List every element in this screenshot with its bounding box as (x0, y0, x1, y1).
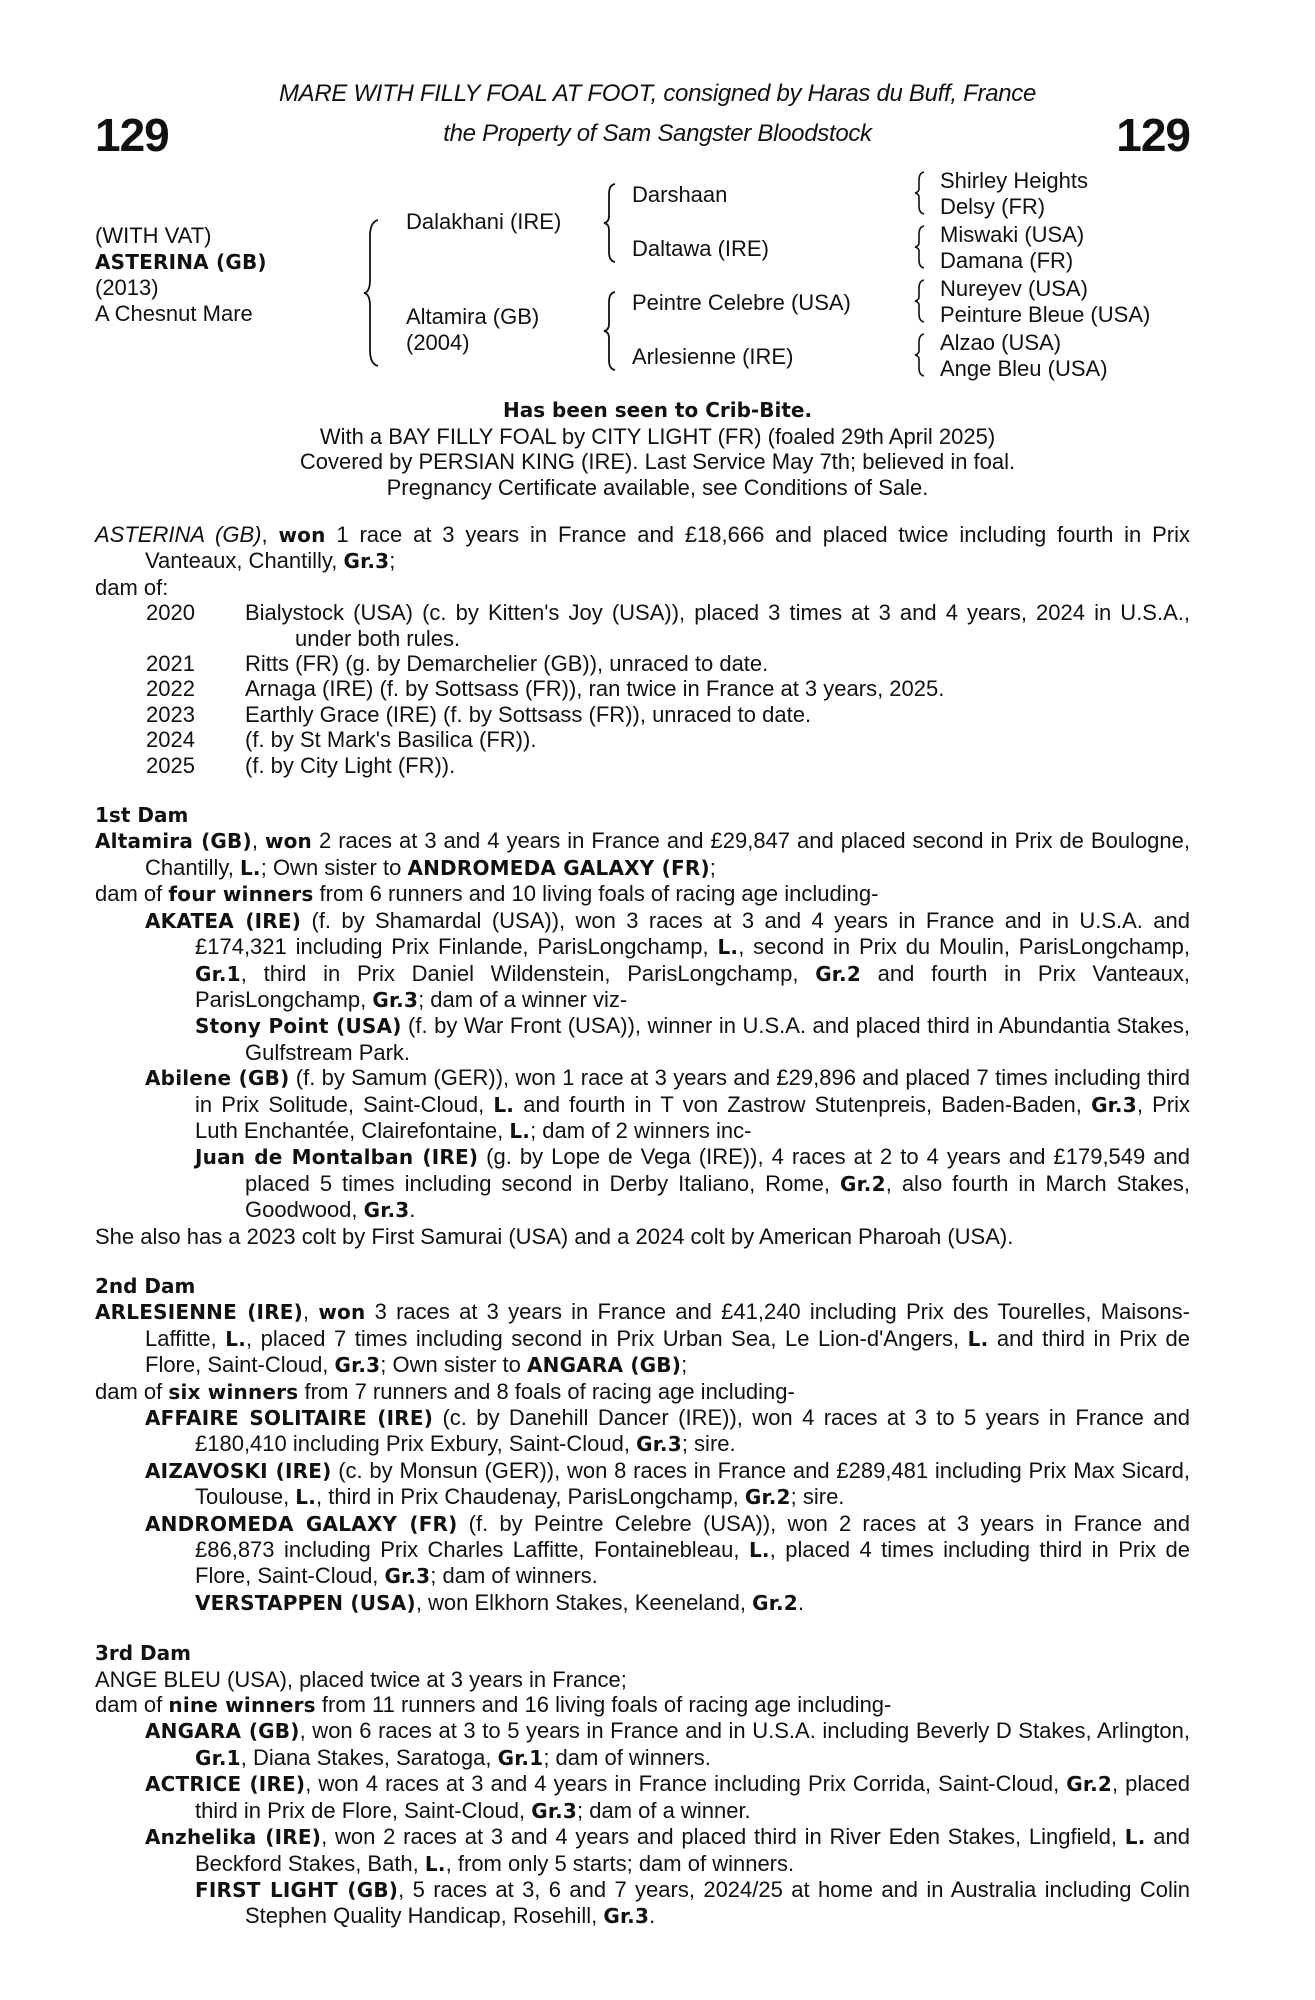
produce-year: 2020 (146, 600, 195, 626)
pedigree-g3-8: Ange Bleu (USA) (940, 356, 1108, 381)
produce-entry-verstappen: VERSTAPPEN (USA), won Elkhorn Stakes, Keeneland, Gr.2. (195, 1589, 805, 1615)
section-title-2nd-dam: 2nd Dam (95, 1273, 196, 1298)
lot-number-left: 129 (95, 109, 169, 161)
dam1-record: Altamira (GB), won 2 races at 3 and 4 years in France and £29,847 and placed second in Prix de Boulogne, Chantilly, L.; Own sister to ANDROMEDA GALAXY (FR); (95, 828, 1190, 880)
foal-note: With a BAY FILLY FOAL by CITY LIGHT (FR) (foaled 29th April 2025) (319, 423, 996, 449)
produce-text: Earthly Grace (IRE) (f. by Sottsass (FR)), unraced to date. (245, 701, 812, 727)
pedigree-dam-sire: Peintre Celebre (USA) (632, 290, 851, 315)
produce-year: 2025 (146, 752, 195, 778)
section-title-3rd-dam: 3rd Dam (95, 1641, 191, 1666)
pedigree-g3-4: Damana (FR) (940, 248, 1074, 273)
produce-text: Bialystock (USA) (c. by Kitten's Joy (USA)), placed 3 times at 3 and 4 years, 2024 in U.S.A., under both rules. (245, 600, 1190, 651)
pedigree-g3-6: Peinture Bleue (USA) (940, 302, 1151, 327)
pedigree-sire: Dalakhani (IRE) (406, 209, 562, 234)
horse-name: ASTERINA (GB) (95, 250, 267, 274)
produce-entry-anzhelika: Anzhelika (IRE), won 2 races at 3 and 4 years and placed third in River Eden Stakes, Lingfield, L. and Beckford Stakes, Bath, L., from only 5 starts; dam of winners. (145, 1824, 1191, 1876)
dam3-produce-summary: dam of nine winners from 11 runners and 16 living foals of racing age including- (95, 1692, 892, 1718)
pedigree-g3-2: Delsy (FR) (940, 194, 1046, 219)
brace-g3-2-icon (913, 224, 927, 270)
produce-year: 2023 (146, 701, 195, 727)
dam3-record: ANGE BLEU (USA), placed twice at 3 years in France; (95, 1666, 627, 1692)
produce-text: (f. by St Mark's Basilica (FR)). (245, 727, 537, 753)
pedigree-g3-7: Alzao (USA) (940, 330, 1062, 355)
pedigree-g3-3: Miswaki (USA) (940, 222, 1085, 247)
pedigree-sire-sire: Darshaan (632, 182, 728, 207)
produce-row (95, 676, 1190, 701)
produce-year: 2024 (146, 727, 195, 753)
produce-entry-affaire-solitaire: AFFAIRE SOLITAIRE (IRE) (c. by Danehill Dancer (IRE)), won 4 races at 3 to 5 years in France and £180,410 including Prix Exbury, Saint-Cloud, Gr.3; sire. (145, 1405, 1190, 1457)
pedigree-g3-1: Shirley Heights (940, 168, 1088, 193)
pedigree-g3-5: Nureyev (USA) (940, 276, 1088, 301)
produce-year: 2022 (146, 676, 195, 702)
dam-of-label: dam of: (95, 574, 169, 600)
mare-record (95, 522, 1190, 1930)
produce-entry-aizavoski: AIZAVOSKI (IRE) (c. by Monsun (GER)), won 8 races in France and £289,481 including Prix Max Sicard, Toulouse, L., third in Prix Chaudenay, ParisLongchamp, Gr.2; sire. (145, 1457, 1190, 1510)
sale-notes (0, 398, 1315, 500)
pedigree-dam-year: (2004) (406, 330, 470, 355)
produce-entry-abilene: Abilene (GB) (f. by Samum (GER)), won 1 race at 3 years and £29,896 and placed 7 times including third in Prix Solitude, Saint-Cloud, L. and fourth in T von Zastrow Stutenpreis, Baden-Baden, Gr.3, Prix Luth Enchantée, Clairefontaine, L.; dam of 2 winners inc- (145, 1065, 1190, 1143)
mare-race-record: ASTERINA (GB), won 1 race at 3 years in France and £18,666 and placed twice including fourth in Prix Vanteaux, Chantilly, Gr.3; (95, 522, 1190, 574)
produce-text: (f. by City Light (FR)). (245, 752, 456, 778)
dam1-also-note: She also has a 2023 colt by First Samurai (USA) and a 2024 colt by American Pharoah (USA). (95, 1223, 1014, 1249)
pedigree-sire-dam: Daltawa (IRE) (632, 236, 769, 261)
lot-heading: MARE WITH FILLY FOAL AT FOOT, consigned by Haras du Buff, France (278, 80, 1037, 107)
horse-year: (2013) (95, 275, 159, 300)
brace-dam-icon (602, 290, 618, 372)
produce-text: Ritts (FR) (g. by Demarchelier (GB)), unraced to date. (245, 651, 769, 677)
produce-entry-stony-point: Stony Point (USA) (f. by War Front (USA)), winner in U.S.A. and placed third in Abundantia Stakes, Gulfstream Park. (195, 1013, 1190, 1065)
covered-note: Covered by PERSIAN KING (IRE). Last Service May 7th; believed in foal. (299, 449, 1016, 474)
brace-g3-3-icon (913, 278, 927, 324)
produce-row (95, 600, 1190, 651)
produce-text: Arnaga (IRE) (f. by Sottsass (FR)), ran twice in France at 3 years, 2025. (245, 676, 945, 702)
lot-number-right: 129 (1116, 109, 1190, 161)
produce-entry-actrice: ACTRICE (IRE), won 4 races at 3 and 4 years in France including Prix Corrida, Saint-Cloud, Gr.2, placed third in Prix de Flore, Saint-Cloud, Gr.3; dam of a winner. (145, 1771, 1190, 1823)
produce-entry-andromeda-galaxy: ANDROMEDA GALAXY (FR) (f. by Peintre Celebre (USA)), won 2 races at 3 years in France and £86,873 including Prix Charles Laffitte, Fontainebleau, L., placed 4 times including third in Prix de Flore, Saint-Cloud, Gr.3; dam of winners. (145, 1510, 1190, 1589)
pedigree-dam-dam: Arlesienne (IRE) (632, 344, 794, 369)
mare-record-name: ASTERINA (GB) (95, 522, 262, 547)
produce-row (95, 727, 1190, 752)
produce-row (95, 651, 1190, 676)
produce-year: 2021 (146, 651, 195, 677)
dam2-produce-summary: dam of six winners from 7 runners and 8 foals of racing age including- (95, 1378, 795, 1404)
produce-entry-akatea: AKATEA (IRE) (f. by Shamardal (USA)), won 3 races at 3 and 4 years in France and in U.S.A. and £174,321 including Prix Finlande, ParisLongchamp, L., second in Prix du Moulin, ParisLongchamp, Gr.1, third in Prix Daniel Wildenstein, ParisLongchamp, Gr.2 and fourth in Prix Vanteaux, ParisLongchamp, Gr.3; dam of a winner viz- (145, 907, 1190, 1012)
produce-row (95, 702, 1190, 727)
produce-entry-first-light: FIRST LIGHT (GB), 5 races at 3, 6 and 7 years, 2024/25 at home and in Australia including Colin Stephen Quality Handicap, Rosehill, Gr.3. (195, 1876, 1190, 1929)
dam1-produce-summary: dam of four winners from 6 runners and 10 living foals of racing age including- (95, 881, 879, 907)
crib-bite-note: Has been seen to Crib-Bite. (502, 398, 813, 422)
produce-row (95, 753, 1190, 778)
section-title-1st-dam: 1st Dam (95, 803, 189, 828)
brace-g3-4-icon (913, 332, 927, 378)
won-label: won (278, 523, 326, 547)
dam2-record: ARLESIENNE (IRE), won 3 races at 3 years in France and £41,240 including Prix des Tourelles, Maisons-Laffitte, L., placed 7 times including second in Prix Urban Sea, Le Lion-d'Angers, L. and third in Prix de Flore, Saint-Cloud, Gr.3; Own sister to ANGARA (GB); (95, 1299, 1191, 1378)
produce-entry-angara: ANGARA (GB), won 6 races at 3 to 5 years in France and in U.S.A. including Beverly D Stakes, Arlington, Gr.1, Diana Stakes, Saratoga, Gr.1; dam of winners. (145, 1718, 1190, 1770)
lot-property: the Property of Sam Sangster Bloodstock (443, 120, 872, 147)
brace-sire-icon (602, 182, 618, 264)
brace-g3-1-icon (913, 170, 927, 216)
brace-gen1-icon (362, 218, 382, 368)
horse-description: A Chesnut Mare (95, 301, 253, 326)
pregnancy-note: Pregnancy Certificate available, see Conditions of Sale. (386, 474, 929, 500)
grade-label: Gr.3 (343, 549, 390, 574)
pedigree-dam: Altamira (GB) (406, 304, 540, 329)
vat-label: (WITH VAT) (95, 223, 212, 248)
produce-entry-juan-de-montalban: Juan de Montalban (IRE) (g. by Lope de Vega (IRE)), 4 races at 2 to 4 years and £179,549 and placed 5 times including second in Derby Italiano, Rome, Gr.2, also fourth in March Stakes, Goodwood, Gr.3. (195, 1144, 1191, 1223)
